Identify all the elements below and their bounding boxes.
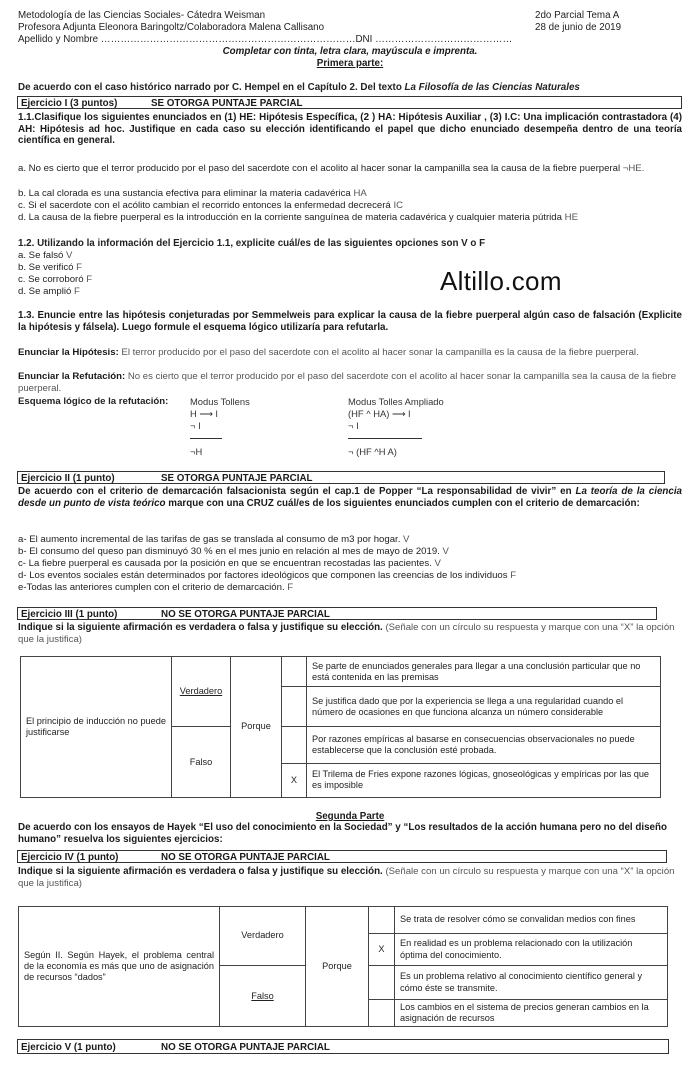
scoring-label: NO SE OTORGA PUNTAJE PARCIAL — [161, 1042, 330, 1053]
part2-intro: De acuerdo con los ensayos de Hayek “El uso del conocimiento en la Sociedad” y “Los resultados de la acción humana pero no del diseño humano” resuelva los siguientes ejercicios: — [18, 822, 667, 845]
item-text: a- El aumento incremental de las tarifas de gas se translada al consumo de m3 por hogar. — [18, 534, 404, 545]
exam-title: 2do Parcial Tema A — [535, 10, 620, 21]
intro-hempel — [18, 82, 580, 94]
option-text: d. Se amplió — [18, 286, 74, 297]
item-answer: HE — [564, 212, 578, 223]
option-mark-4[interactable] — [369, 1000, 395, 1027]
option-text-2: En realidad es un problema relacionado con la utilización óptima del conocimiento. — [395, 934, 668, 966]
scoring-label: NO SE OTORGA PUNTAJE PARCIAL — [161, 852, 330, 863]
option-mark-3[interactable] — [282, 727, 307, 763]
exercise-2-header — [17, 471, 665, 484]
intro-book: La Filosofía de las Ciencias Naturales — [404, 82, 580, 93]
modus-tollens-ampliado-premise-2: ¬ I — [348, 420, 359, 431]
name-dni-field[interactable]: Apellido y Nombre ……………………………………………………………………DNI …………………………………… — [18, 34, 513, 45]
exam-date: 28 de junio de 2019 — [535, 22, 622, 33]
modus-tollens-ampliado-premise-1: (HF ^ HA) ⟶ I — [348, 408, 411, 419]
item-text: c- La fiebre puerperal es causada por la posición en que se encuentran recostadas las pacientes. — [18, 558, 435, 569]
false-label: Falso — [189, 756, 213, 767]
intro-text: De acuerdo con el caso histórico narrado por C. Hempel en el Capítulo 2. Del texto — [18, 82, 405, 93]
item-text: e-Todas las anteriores cumplen con el criterio de demarcación. — [18, 582, 288, 593]
option-text-4: El Trilema de Fries expone razones lógicas, gnoseológicas y empíricas por las que es imposible — [307, 763, 661, 797]
false-option[interactable] — [172, 727, 231, 798]
option-text-3: Es un problema relativo al conocimiento científico general y cómo éste se transmite. — [395, 966, 668, 1000]
item-1-1-b — [18, 188, 367, 200]
item-1-1-a — [18, 163, 682, 175]
schema-label: Esquema lógico de la refutación: — [18, 396, 169, 407]
exercise-5-header — [17, 1039, 669, 1054]
item-answer: V — [403, 534, 410, 545]
item-answer: V — [434, 558, 441, 569]
item-2-a — [18, 534, 409, 546]
option-text-2: Se justifica dado que por la experiencia se llega a una regularidad cuando el número de ocasiones en que funciona alcanza un número considerable — [307, 687, 661, 727]
option-answer: F — [76, 262, 82, 273]
option-1-2-c — [18, 274, 92, 286]
item-text: b- El consumo del queso pan disminuyó 30 % en el mes junio en relación al mes de mayo de 2019. — [18, 546, 443, 557]
because-cell: Porque — [306, 907, 369, 1027]
option-text-3: Por razones empíricas al basarse en consecuencias observacionales no puede establecerse que la conclusión esté probada. — [307, 727, 661, 763]
option-text: a. Se falsó — [18, 250, 66, 261]
exercise-4-header — [17, 850, 667, 863]
item-2-d — [18, 570, 516, 582]
question-1-1: 1.1.Clasifique los siguientes enunciados en (1) HE: Hipótesis Específica, (2 ) HA: Hipótesis Auxiliar , (3) I.C: Una implicación contrastadora (4) AH: Hipótesis ad hoc. Justifique en cada caso su elección identificando el papel que dicho enunciado desempeña dentro de una teoría científica en general. — [18, 112, 682, 146]
hypothesis-answer — [18, 347, 682, 359]
scoring-label: NO SE OTORGA PUNTAJE PARCIAL — [161, 609, 330, 620]
item-text: d- Los eventos sociales están determinados por factores ideológicos que componen las creencias de los individuos — [18, 570, 511, 581]
item-answer: F — [287, 582, 294, 593]
false-label: Falso — [251, 990, 274, 1001]
exercise-title: Ejercicio II (1 punto) — [21, 473, 115, 484]
option-text-1: Se parte de enunciados generales para llegar a una conclusión particular que no está contenida en las premisas — [307, 657, 661, 687]
item-text: c. Si el sacerdote con el acólito cambian el recorrido entonces la enfermedad decrecerá — [18, 200, 394, 211]
part1-title: Primera parte: — [316, 58, 384, 69]
modus-tollens-ampliado-title: Modus Tolles Ampliado — [348, 396, 444, 407]
exercise-3-table — [20, 656, 661, 798]
option-1-2-a — [18, 250, 72, 262]
item-text: a. No es cierto que el terror producido por el paso del sacerdote con el acolito al hacer sonar la campanilla sea la causa de la fiebre puerperal — [18, 163, 623, 174]
question-1-2: 1.2. Utilizando la información del Ejercicio 1.1, explicite cuál/es de las siguientes opciones son V o F — [18, 238, 486, 249]
refutation-answer — [18, 371, 682, 394]
exercise-title: Ejercicio V (1 punto) — [21, 1042, 116, 1053]
hypothesis-label: Enunciar la Hipótesis: — [18, 347, 119, 358]
true-label: Verdadero — [179, 686, 223, 697]
true-label: Verdadero — [241, 930, 284, 941]
question-text: Indique si la siguiente afirmación es verdadera o falsa y justifique su elección. — [18, 622, 383, 633]
refutation-text: No es cierto que el terror producido por el paso del sacerdote con el acolito al hacer sonar la campanilla sea la causa de la fiebre puerperal. — [18, 371, 677, 394]
scoring-label: SE OTORGA PUNTAJE PARCIAL — [151, 98, 303, 109]
exercise-1-header — [17, 96, 682, 109]
false-option[interactable] — [220, 966, 306, 1027]
item-answer: IC — [393, 200, 404, 211]
exercise-title: Ejercicio I (3 puntos) — [21, 98, 118, 109]
item-1-1-c — [18, 200, 403, 212]
true-option[interactable] — [172, 657, 231, 727]
item-answer: ¬HE. — [622, 163, 645, 174]
option-text-1: Se trata de resolver cómo se convalidan medios con fines — [395, 907, 668, 934]
altillo-watermark: Altillo.com — [440, 266, 562, 296]
item-answer: F — [510, 570, 517, 581]
option-text: b. Se verificó — [18, 262, 77, 273]
exercise-4-table — [18, 906, 668, 1027]
statement-cell: Según II. Según Hayek, el problema central de la economía es más que uno de asignación de recursos “dados” — [19, 907, 220, 1027]
exercise-title: Ejercicio IV (1 punto) — [21, 852, 119, 863]
question-text: De acuerdo con el criterio de demarcación falsacionista según el cap.1 de Popper “La responsabilidad de vivir” en — [18, 486, 576, 497]
item-text: b. La cal clorada es una sustancia efectiva para eliminar la materia cadavérica — [18, 188, 354, 199]
question-3 — [18, 622, 682, 646]
modus-tollens-premise-1: H ⟶ I — [190, 408, 219, 419]
exercise-3-header — [17, 607, 657, 620]
option-mark-1[interactable] — [282, 657, 307, 687]
option-answer: V — [66, 250, 73, 261]
option-1-2-d — [18, 286, 80, 298]
option-mark-4[interactable]: X — [282, 763, 307, 797]
modus-tollens-premise-2: ¬ I — [190, 420, 201, 431]
item-1-1-d — [18, 212, 578, 224]
course-title: Metodología de las Ciencias Sociales- Cátedra Weisman — [18, 10, 266, 21]
item-answer: HA — [353, 188, 367, 199]
question-2 — [18, 486, 682, 510]
scoring-label: SE OTORGA PUNTAJE PARCIAL — [161, 473, 313, 484]
option-mark-2[interactable]: X — [369, 934, 395, 966]
modus-tollens-ampliado-divider — [348, 438, 422, 439]
option-answer: F — [86, 274, 93, 285]
item-2-e — [18, 582, 293, 594]
exercise-title: Ejercicio III (1 punto) — [21, 609, 118, 620]
modus-tollens-ampliado-conclusion: ¬ (HF ^H A) — [348, 446, 397, 457]
faculty-line: Profesora Adjunta Eleonora Baringoltz/Colaboradora Malena Callisano — [18, 22, 325, 33]
option-text: c. Se corroboró — [18, 274, 87, 285]
modus-tollens-divider — [190, 438, 222, 439]
option-answer: F — [74, 286, 80, 297]
option-mark-2[interactable] — [282, 687, 307, 727]
instructions: Completar con tinta, letra clara, mayúscula e imprenta. — [222, 46, 478, 57]
item-2-b — [18, 546, 449, 558]
because-cell: Porque — [231, 657, 282, 798]
item-2-c — [18, 558, 441, 570]
question-text: Indique si la siguiente afirmación es verdadera o falsa y justifique su elección. — [18, 866, 383, 877]
refutation-label: Enunciar la Refutación: — [18, 371, 126, 382]
option-mark-3[interactable] — [369, 966, 395, 1000]
option-text-4: Los cambios en el sistema de precios generan cambios en la asignación de recursos — [395, 1000, 668, 1027]
question-hint: (Señale con un círculo su respuesta y marque con una “X” la opción que la justifica) — [18, 622, 675, 645]
true-option[interactable] — [220, 907, 306, 966]
statement-cell: El principio de inducción no puede justificarse — [21, 657, 172, 798]
question-book: La teoría de la ciencia desde un punto de vista teórico — [18, 486, 682, 509]
item-text: d. La causa de la fiebre puerperal es la introducción en la corriente sanguínea de materia cadavérica y cualquier materia pútrida — [18, 212, 565, 223]
question-hint: (Señale con un círculo su respuesta y marque con una “X” la opción que la justifica) — [18, 866, 675, 889]
question-4 — [18, 866, 682, 890]
item-answer: V — [442, 546, 449, 557]
option-1-2-b — [18, 262, 82, 274]
modus-tollens-title: Modus Tollens — [190, 396, 250, 407]
option-mark-1[interactable] — [369, 907, 395, 934]
part2-title: Segunda Parte — [315, 811, 385, 822]
question-text-end: marque con una CRUZ cuál/es de los siguientes enunciados cumplen con el criterio de demarcación: — [165, 498, 640, 509]
question-1-3: 1.3. Enuncie entre las hipótesis conjeturadas por Semmelweis para explicar la causa de la fiebre puerperal algún caso de falsación (Explicite la hipótesis y fálsela). Luego formule el esquema lógico utilizaría para refutarla. — [18, 310, 682, 333]
modus-tollens-conclusion: ¬H — [190, 446, 203, 457]
hypothesis-text: El terror producido por el paso del sacerdote con el acolito al hacer sonar la campanilla es la causa de la fiebre puerperal. — [118, 347, 639, 358]
